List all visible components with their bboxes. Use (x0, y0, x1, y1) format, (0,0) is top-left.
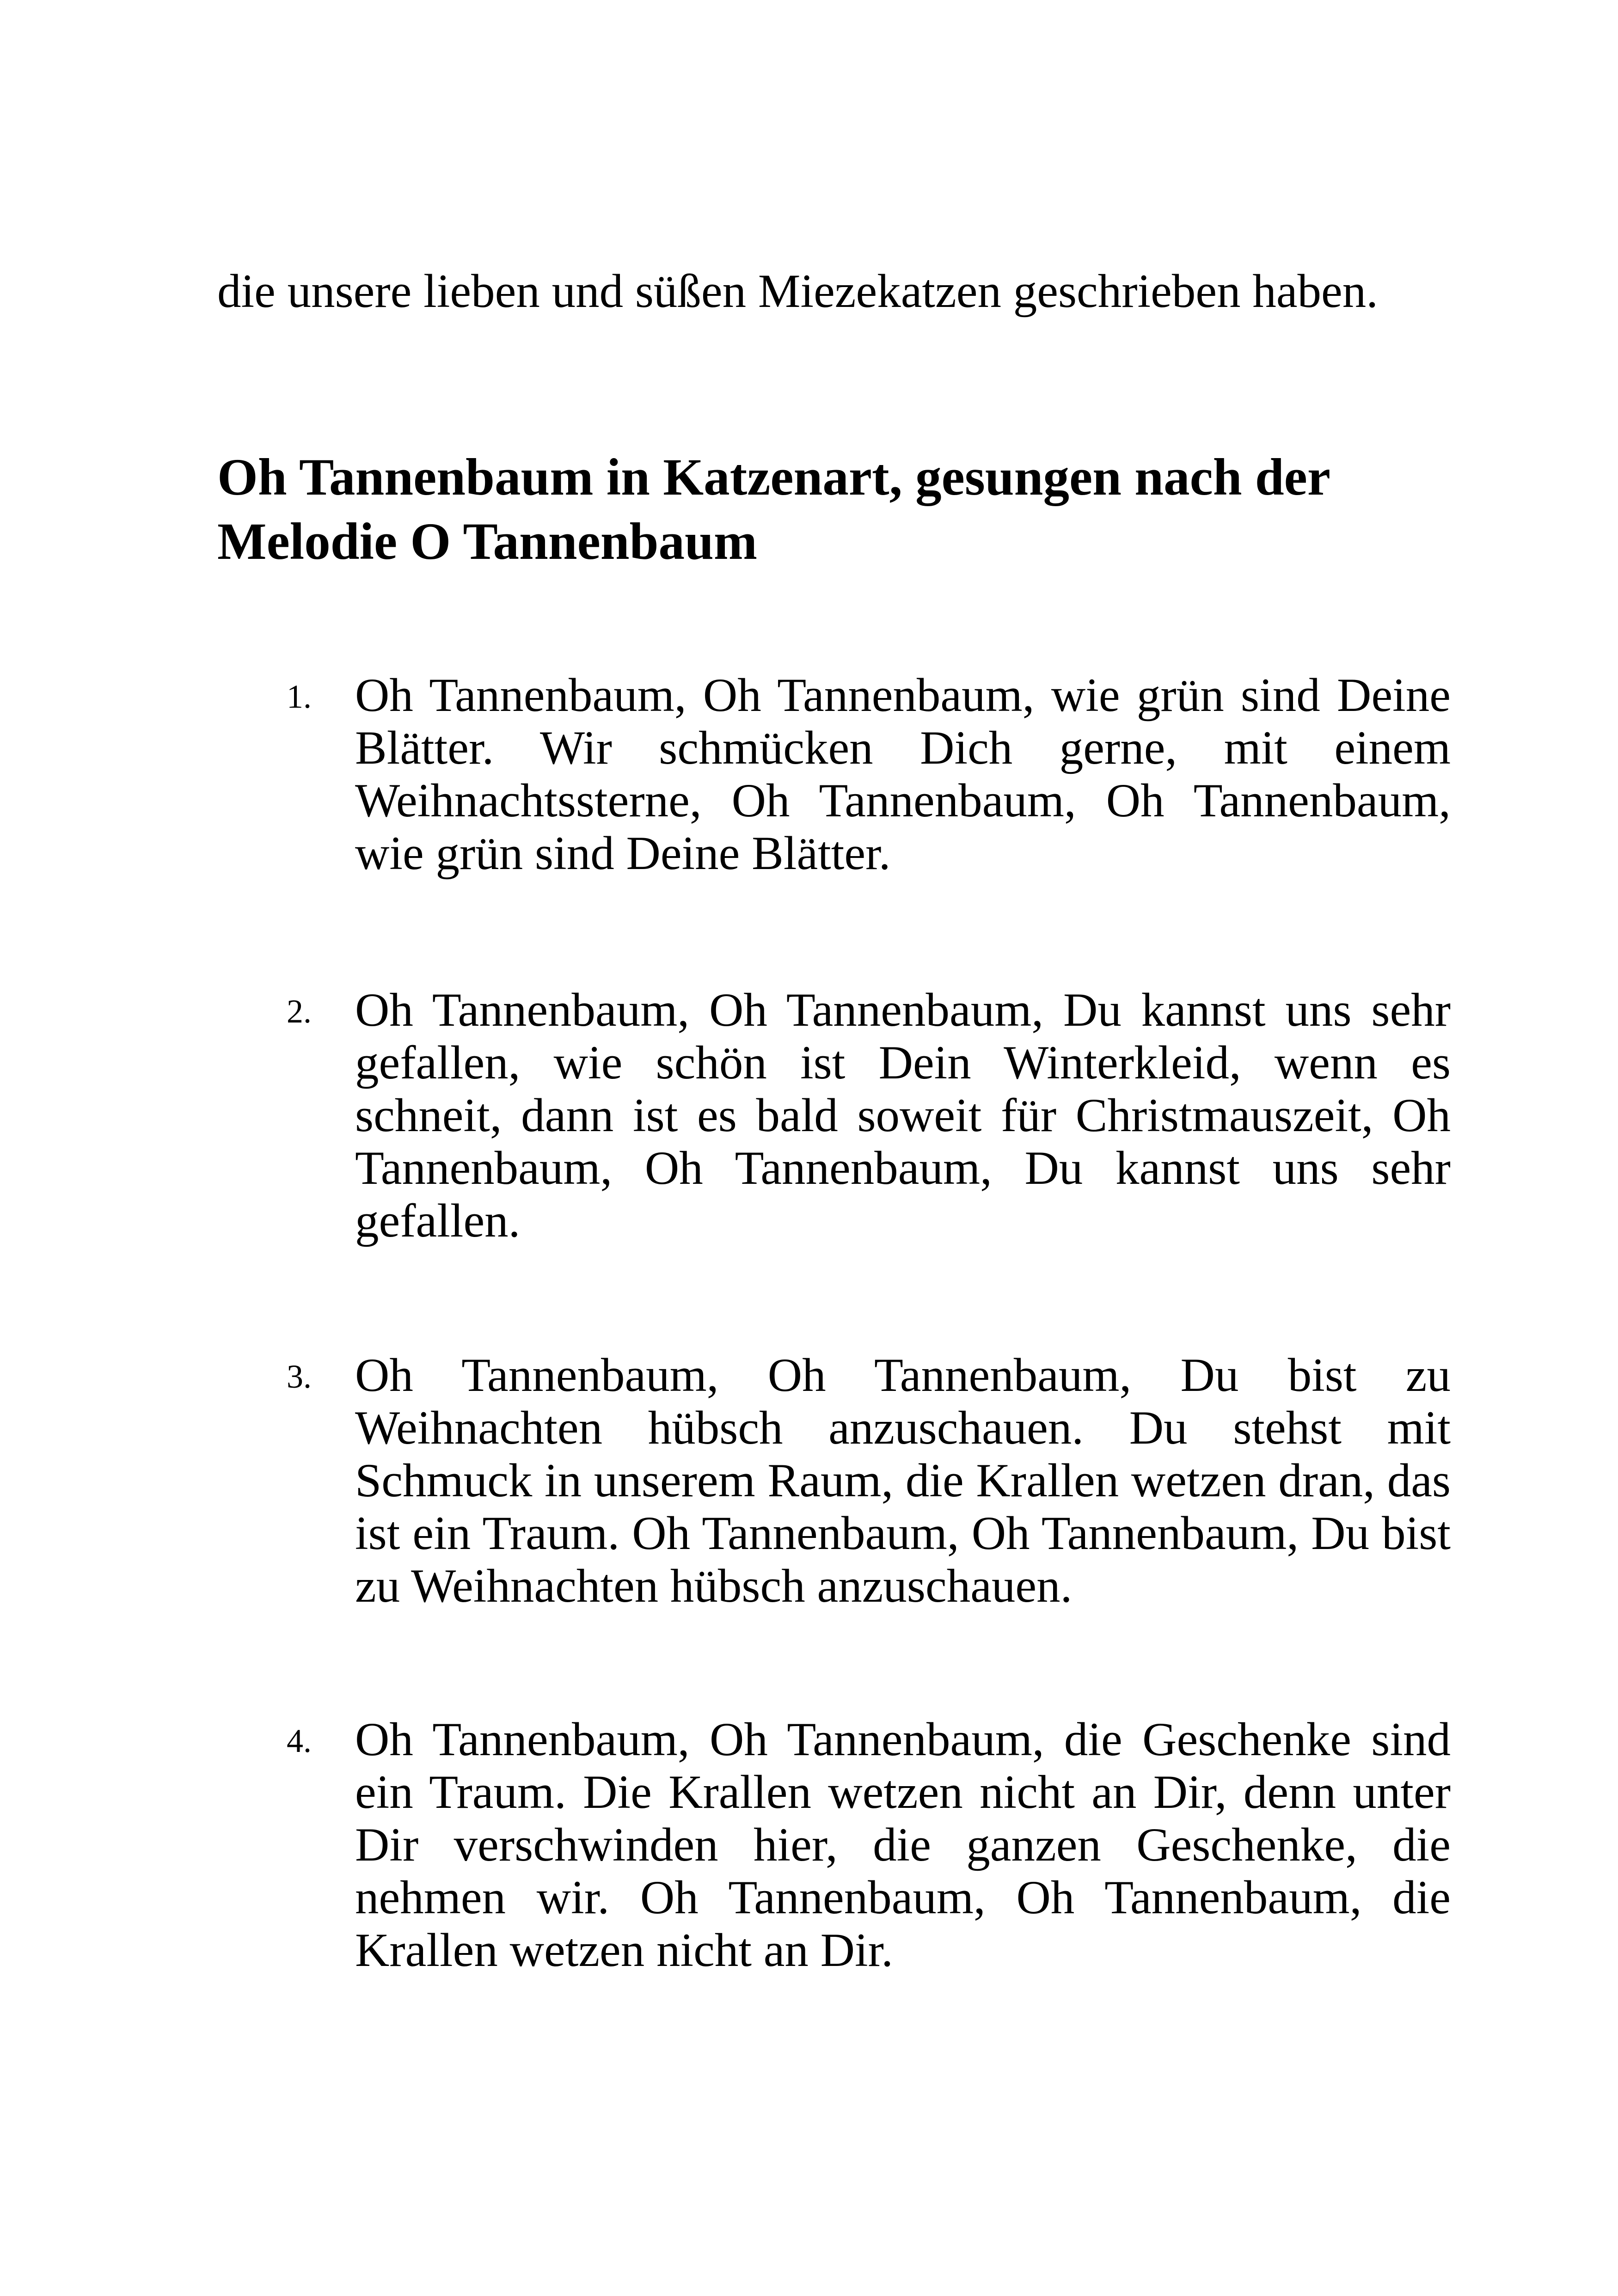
song-title: Oh Tannenbaum in Katzenart, gesungen nach der Melodie O Tannenbaum (217, 448, 1330, 570)
verse-number: 1. (287, 678, 312, 715)
verse-text: Oh Tannenbaum, Oh Tannenbaum, Du kannst uns sehr gefallen, wie schön ist Dein Winterkleid, wenn es schneit, dann ist es bald soweit für Christmauszeit, Oh Tannenbaum, Oh Tannenbaum, Du kannst uns sehr gefallen. (355, 984, 1451, 1247)
verse-number: 2. (287, 993, 312, 1030)
verse-number: 4. (287, 1722, 312, 1759)
intro-paragraph: die unsere lieben und süßen Miezekatzen geschrieben haben. (217, 265, 1379, 318)
verse-text: Oh Tannenbaum, Oh Tannenbaum, die Geschenke sind ein Traum. Die Krallen wetzen nicht an Dir, denn unter Dir verschwinden hier, die ganzen Geschenke, die nehmen wir. Oh Tannenbaum, Oh Tannenbaum, die Krallen wetzen nicht an Dir. (355, 1713, 1451, 1977)
verse-text: Oh Tannenbaum, Oh Tannenbaum, Du bist zu Weihnachten hübsch anzuschauen. Du stehst mit Schmuck in unserem Raum, die Krallen wetzen dran, das ist ein Traum. Oh Tannenbaum, Oh Tannenbaum, Du bist zu Weihnachten hübsch anzuschauen. (355, 1349, 1451, 1612)
verse-text: Oh Tannenbaum, Oh Tannenbaum, wie grün sind Deine Blätter. Wir schmücken Dich gerne, mit einem Weihnachtssterne, Oh Tannenbaum, Oh Tannenbaum, wie grün sind Deine Blätter. (355, 669, 1451, 880)
verse-number: 3. (287, 1358, 312, 1395)
